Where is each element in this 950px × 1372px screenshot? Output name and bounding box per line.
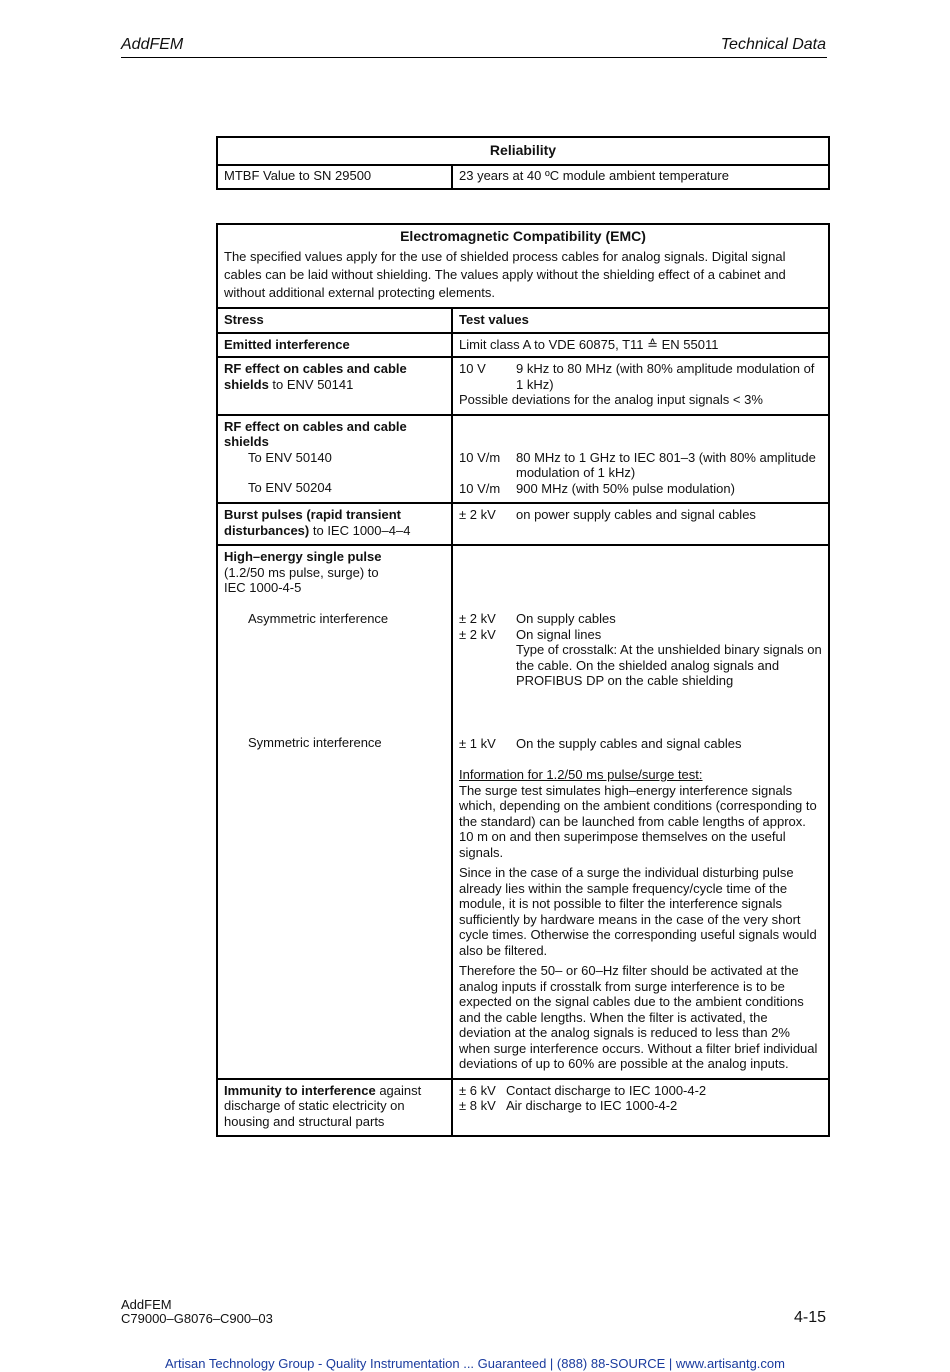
footer-order-number: C79000–G8076–C900–03 xyxy=(121,1311,273,1326)
rf1-label-rest: to ENV 50141 xyxy=(268,376,354,392)
emc-header xyxy=(217,224,829,308)
table-row xyxy=(217,1079,829,1137)
rf2-text2: 900 MHz (with 50% pulse modulation) xyxy=(516,480,735,496)
surge-label-bold: High–energy single pulse xyxy=(224,549,382,564)
header-rule xyxy=(121,57,827,58)
immunity-value2: ± 8 kV xyxy=(459,1098,496,1113)
rf2-label xyxy=(218,416,451,502)
rf2-sub2: To ENV 50204 xyxy=(248,480,332,495)
mtbf-label: MTBF Value to SN 29500 xyxy=(224,168,372,183)
surge-a-value1: ± 2 kV xyxy=(459,611,496,626)
surge-symmetric: Symmetric interference xyxy=(248,735,382,750)
rf2-label-bold: RF effect on cables and cable shields xyxy=(224,418,407,449)
surge-asymmetric: Asymmetric interference xyxy=(248,610,389,626)
rf1-values xyxy=(453,358,828,414)
rf1-label xyxy=(218,358,451,398)
rf1-note: Possible deviations for the analog input signals < 3% xyxy=(459,392,763,407)
emitted-label: Emitted interference xyxy=(224,336,350,352)
footer-link[interactable]: Artisan Technology Group - Quality Instrumentation ... Guaranteed | (888) 88-SOURCE | www.artisantg.com xyxy=(165,1356,785,1371)
surge-label-line2: (1.2/50 ms pulse, surge) to xyxy=(224,564,379,580)
burst-value: ± 2 kV xyxy=(459,507,496,522)
burst-text: on power supply cables and signal cables xyxy=(516,507,756,522)
immunity-value1: ± 6 kV xyxy=(459,1082,496,1098)
surge-s-value: ± 1 kV xyxy=(459,735,496,751)
reliability-title: Reliability xyxy=(217,137,829,165)
burst-values xyxy=(453,504,828,529)
rf1-value: 10 V xyxy=(459,361,486,376)
rf2-value2: 10 V/m xyxy=(459,480,501,496)
burst-label-rest: to IEC 1000–4–4 xyxy=(309,522,411,538)
col-stress-header: Stress xyxy=(224,312,264,327)
burst-label xyxy=(218,504,451,544)
surge-info-heading: Information for 1.2/50 ms pulse/surge test: xyxy=(459,767,703,782)
rf2-value1: 10 V/m xyxy=(459,449,501,465)
surge-info-para1: The surge test simulates high–energy interference signals which, depending on the ambient conditions (corresponding to the standard) can be launched from cable lengths of approx. 10 m on and then superimpose themselves on the useful signals. xyxy=(459,782,817,860)
immunity-values xyxy=(453,1080,828,1120)
surge-a-text2: On signal lines xyxy=(516,626,602,642)
surge-a-text1: On supply cables xyxy=(516,611,616,626)
surge-info-para3: Therefore the 50– or 60–Hz filter should be activated at the analog inputs if crosstalk from surge interference is to be expected on the signal cables due to the ambient conditions and the cable lengths. When the filter is activated, the deviation at the analog signals is reduced to less than 2% when surge interference occurs. Without a filter brief individual deviations of up to 60% are possible at the analog inputs. xyxy=(459,963,818,1071)
immunity-text2: Air discharge to IEC 1000-4-2 xyxy=(506,1098,678,1113)
rf2-sub1: To ENV 50140 xyxy=(248,449,332,465)
col-test-values-header: Test values xyxy=(459,312,529,327)
page-number: 4-15 xyxy=(793,1309,826,1326)
reliability-table xyxy=(216,136,830,190)
immunity-label xyxy=(218,1080,451,1136)
surge-label xyxy=(218,546,451,757)
footer-doc-id xyxy=(121,1298,273,1326)
table-row xyxy=(217,503,829,545)
emc-title: Electromagnetic Compatibility (EMC) xyxy=(400,228,646,244)
surge-s-text: On the supply cables and signal cables xyxy=(516,735,742,751)
rf2-values xyxy=(453,416,828,503)
rf1-text: 9 kHz to 80 MHz (with 80% amplitude modulation of 1 kHz) xyxy=(516,361,815,392)
table-row xyxy=(217,357,829,415)
table-row xyxy=(217,165,829,189)
table-row xyxy=(217,415,829,504)
rf1-label-bold: RF effect on cables and cable shields xyxy=(224,361,407,392)
immunity-label-rest: against discharge of static electricity on housing and structural parts xyxy=(224,1082,422,1129)
surge-values xyxy=(453,546,828,1078)
table-row xyxy=(217,333,829,358)
footer-product: AddFEM xyxy=(121,1297,172,1312)
surge-a-text3: Type of crosstalk: At the unshielded binary signals on the cable. On the shielded analog signals and PROFIBUS DP on the cable shielding xyxy=(516,642,822,688)
emc-table xyxy=(216,223,830,1137)
emitted-value: Limit class A to VDE 60875, T11 ≙ EN 55011 xyxy=(459,336,719,352)
burst-label-bold: Burst pulses (rapid transient disturbances) xyxy=(224,507,401,538)
table-header-row xyxy=(217,308,829,333)
header-product: AddFEM xyxy=(121,36,184,53)
header-section: Technical Data xyxy=(720,36,826,53)
surge-a-value2: ± 2 kV xyxy=(459,626,496,642)
emc-intro: The specified values apply for the use of shielded process cables for analog signals. Digital signal cables can be laid without shielding. The values apply without the shielding effect of a cabinet and without additional external protecting elements. xyxy=(224,249,786,300)
immunity-text1: Contact discharge to IEC 1000-4-2 xyxy=(506,1082,707,1098)
mtbf-value: 23 years at 40 ºC module ambient temperature xyxy=(459,168,729,183)
surge-info-para2: Since in the case of a surge the individual disturbing pulse already lies within the sample frequency/cycle time of the module, it is not possible to filter the interference signals sufficiently by hardware means in the case of the very short cycle times. Otherwise the corresponding useful signals would also be filtered. xyxy=(459,865,817,958)
table-row xyxy=(217,545,829,1079)
immunity-label-bold: Immunity to interference xyxy=(224,1082,376,1098)
surge-label-line3: IEC 1000-4-5 xyxy=(224,580,302,595)
rf2-text1: 80 MHz to 1 GHz to IEC 801–3 (with 80% amplitude modulation of 1 kHz) xyxy=(516,449,816,480)
